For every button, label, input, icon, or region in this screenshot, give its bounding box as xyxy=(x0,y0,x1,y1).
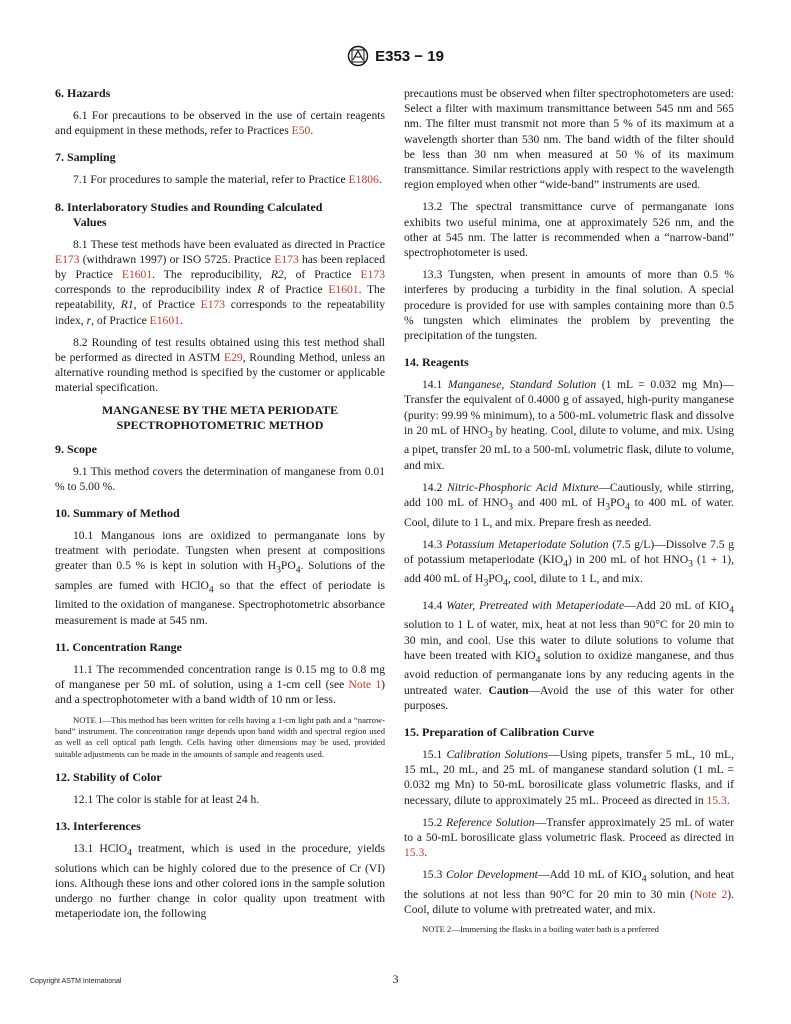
practice-link[interactable]: E50 xyxy=(291,124,311,138)
paragraph: 13.2 The spectral transmittance curve of permanganate ions exhibits two useful minima, one at approximately 526 nm, and the other at 545 nm. The latter is recommended when a “narrow-band” spectrophotometer is used. xyxy=(404,200,734,260)
section-heading: 7. Sampling xyxy=(55,150,116,165)
section-heading-continued: Values xyxy=(73,214,107,229)
practice-link[interactable]: E1601 xyxy=(149,313,180,327)
page-number: 3 xyxy=(392,972,399,986)
paragraph: 14.2 Nitric-Phosphoric Acid Mixture—Cautiously, while stirring, add 100 mL of $HNO_3$ and 400 mL of $H_3PO_4$ to 400 mL of water. Cool, dilute to 1 L, and mix. Prepare fresh as needed. xyxy=(404,480,734,529)
note-link[interactable]: Note 2 xyxy=(694,887,728,901)
paragraph: 15.2 Reference Solution—Transfer approximately 25 mL of water to a 50-mL borosilicate glass volumetric flask. Proceed as directed in 15.3. xyxy=(404,815,735,860)
paragraph: 11.1 The recommended concentration range is 0.15 mg to 0.8 mg of manganese per 50 mL of solution, using a 1-cm cell (see Note 1) and a spectrophotometer with a band width of 10 nm or less. xyxy=(55,662,385,707)
paragraph: 15.3 Color Development—Add 10 mL of $KIO_4$ solution, and heat the solutions at not less than 90°C for 20 min to 30 min (Note 2). Cool, dilute to volume with pretreated water, and mix. xyxy=(404,868,735,917)
paragraph: 9.1 This method covers the determination of manganese from 0.01 % to 5.00 %. xyxy=(55,464,385,493)
paragraph: 12.1 The color is stable for at least 24 h. xyxy=(73,793,260,807)
paragraph: 8.2 Rounding of test results obtained using this test method shall be performed as directed in ASTM E29, Rounding Method, unless an alternative rounding method is specified by the customer or applicable material specification. xyxy=(55,335,386,395)
paragraph: 15.1 Calibration Solutions—Using pipets, transfer 5 mL, 10 mL, 15 mL, 20 mL, and 25 mL of manganese standard solution (1 mL = 0.032 mg Mn) to 50-mL borosilicate glass volumetric flasks, and if necessary, dilute to approximately 25 mL. Proceed as directed in 15.3. xyxy=(404,747,735,807)
practice-link[interactable]: E1601 xyxy=(328,283,359,297)
section-heading: 14. Reagents xyxy=(404,355,469,370)
practice-link[interactable]: E173 xyxy=(55,252,80,266)
standard-designation: E353 − 19 xyxy=(375,47,444,65)
method-title: MANGANESE BY THE META PERIODATE SPECTROPHOTOMETRIC METHOD xyxy=(101,402,339,432)
section-heading: 10. Summary of Method xyxy=(55,506,180,521)
section-heading: 6. Hazards xyxy=(55,86,111,100)
practice-link[interactable]: E173 xyxy=(274,252,299,266)
paragraph: 7.1 For procedures to sample the material, refer to Practice E1806. xyxy=(73,173,382,187)
practice-link[interactable]: E173 xyxy=(200,298,226,312)
section-heading: 9. Scope xyxy=(55,441,97,456)
paragraph: 14.3 Potassium Metaperiodate Solution (7.5 g/L)—Dissolve 7.5 g of potassium metaperiodate $(KIO_4)$ in 200 mL of hot $HNO_3$ (1 + 1), add 400 mL of $H_3PO_4$, cool, dilute to 1 L, and mix. xyxy=(404,537,734,589)
copyright-notice: Copyright ASTM International xyxy=(30,978,122,985)
paragraph: 13.3 Tungsten, when present in amounts of more than 0.5 % interferes by producing a turbidity in the final solution. A special procedure is provided for use with samples containing more than 0.5 % tungsten which eliminates the problem by preventing the precipitation of the tungsten. xyxy=(404,268,734,343)
section-link[interactable]: 15.3 xyxy=(404,846,425,860)
astm-logo-icon xyxy=(347,44,369,68)
practice-link[interactable]: E173 xyxy=(360,268,385,282)
note-link[interactable]: Note 1 xyxy=(348,678,382,692)
paragraph: 14.1 Manganese, Standard Solution (1 mL = 0.032 mg Mn)—Transfer the equivalent of 0.4000 g of assayed, high-purity manganese (purity: 99.99 % minimum), to a 500-mL volumetric flask and dissolve in 20 mL of $HNO_3$ by heating. Cool, dilute to volume, and mix. Using a pipet, transfer 20 mL to a 500-mL volumetric flask, dilute to volume, and mix. xyxy=(404,378,735,472)
paragraph: 14.4 Water, Pretreated with Metaperiodate—Add 20 mL of $KIO_4$ solution to 1 L of water, mix, heat at not less than 90°C for 20 min to 30 min, and cool. Use this water to dilute solutions to volume that have been treated with $KIO_4$ solution to oxidize manganese, and thus avoid reduction of permanganate ions by any reducing agents in the untreated water. Caution—Avoid the use of this water for other purposes. xyxy=(404,598,735,712)
left-column xyxy=(55,86,385,929)
practice-link[interactable]: E1601 xyxy=(121,268,153,282)
section-heading: 15. Preparation of Calibration Curve xyxy=(404,724,595,739)
section-heading: 11. Concentration Range xyxy=(55,639,182,654)
paragraph: 13.1 HClO$_4$ treatment, which is used in the procedure, yields solutions which can be highly colored due to the presence of Cr (VI) ions. Although these ions and other colored ions in the sample solution undergo no further change in color quality upon treatment with metaperiodate ion, the following xyxy=(55,842,385,921)
paragraph: precautions must be observed when filter spectrophotometers are used: Select a filter with maximum transmittance between 545 nm and 565 nm. The filter must transmit not more than 5 % of its maximum at a wavelength shorter than 530 nm. The band width of the filter should be less than 30 nm when measured at 50 % of its maximum transmittance. Similar restrictions apply with respect to the wavelength region employed when other “wide-band” instruments are used. xyxy=(404,87,735,192)
paragraph: 8.1 These test methods have been evaluated as directed in Practice E173 (withdrawn 1997) or ISO 5725. Practice E173 has been replaced by Practice E1601. The reproducibility, R2, of Practice E173 corresponds to the reproducibility index R of Practice E1601. The repeatability, R1, of Practice E173 corresponds to the repeatability index, r, of Practice E1601. xyxy=(55,237,386,327)
practice-link[interactable]: E1806 xyxy=(348,173,379,187)
right-column xyxy=(404,86,734,946)
section-link[interactable]: 15.3 xyxy=(706,793,727,807)
paragraph: 10.1 Manganous ions are oxidized to permanganate ions by treatment with periodate. Tungsten when present at compositions greater than 0.5 % is kept in solution with $H_3PO_4$. Solutions of the samples are fumed with HClO$_4$ so that the effect of periodate is limited to the oxidation of manganese. Spectrophotometric absorbance measurement is made at 545 nm. xyxy=(55,529,386,627)
section-heading: 8. Interlaboratory Studies and Rounding Calculated xyxy=(55,199,323,214)
page-header xyxy=(0,44,791,68)
note: NOTE 2—Immersing the flasks in a boiling water bath is a preferred xyxy=(422,924,659,935)
section-heading: 13. Interferences xyxy=(55,819,141,834)
practice-link[interactable]: E29 xyxy=(224,351,243,365)
note: NOTE 1—This method has been written for cells having a 1-cm light path and a “narrow-band” instrument. The concentration range depends upon band width and spectral region used as well as cell optical path length. Cells having other dimensions may be used, provided suitable adjustments can be made in the amounts of sample and reagents used. xyxy=(55,714,385,759)
section-heading: 12. Stability of Color xyxy=(55,770,162,785)
paragraph: 6.1 For precautions to be observed in the use of certain reagents and equipment in these methods, refer to Practices E50. xyxy=(55,109,385,138)
